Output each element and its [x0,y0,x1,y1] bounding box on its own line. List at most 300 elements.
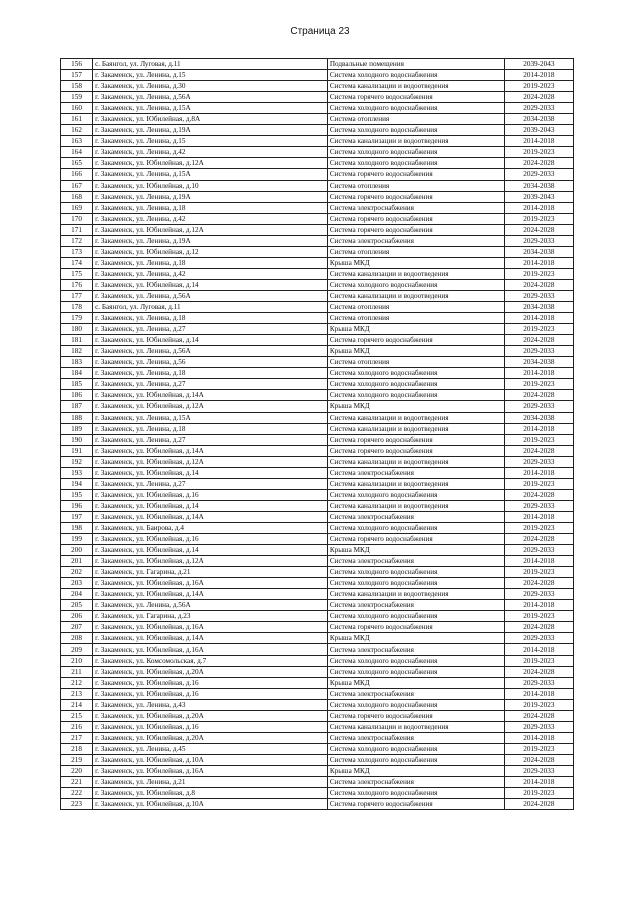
system-cell: Система горячего водоснабжения [327,710,504,721]
table-row [61,589,574,600]
table-row [61,556,574,567]
address-cell: г. Закаменск, ул. Ленина, д.15 [93,136,328,147]
row-number-cell: 196 [61,500,93,511]
system-cell: Система электроснабжения [327,511,504,522]
row-number-cell: 184 [61,368,93,379]
address-cell: г. Закаменск, ул. Юбилейная, д.12А [93,456,328,467]
row-number-cell: 164 [61,147,93,158]
period-cell: 2029-2033 [504,169,573,180]
row-number-cell: 177 [61,290,93,301]
row-number-cell: 218 [61,743,93,754]
row-number-cell: 163 [61,136,93,147]
address-cell: г. Закаменск, ул. Юбилейная, д.14 [93,545,328,556]
address-cell: г. Закаменск, ул. Ленина, д.56А [93,346,328,357]
table-row [61,754,574,765]
address-cell: г. Закаменск, ул. Гагарина, д.21 [93,567,328,578]
system-cell: Крыша МКД [327,677,504,688]
table-row [61,169,574,180]
period-cell: 2014-2018 [504,732,573,743]
row-number-cell: 180 [61,324,93,335]
address-cell: г. Закаменск, ул. Юбилейная, д.12 [93,246,328,257]
address-cell: г. Закаменск, ул. Ленина, д.42 [93,268,328,279]
period-cell: 2014-2018 [504,423,573,434]
period-cell: 2024-2028 [504,489,573,500]
period-cell: 2024-2028 [504,578,573,589]
system-cell: Система электроснабжения [327,235,504,246]
period-cell: 2014-2018 [504,368,573,379]
table-row [61,147,574,158]
row-number-cell: 200 [61,545,93,556]
system-cell: Система холодного водоснабжения [327,522,504,533]
row-number-cell: 188 [61,412,93,423]
system-cell: Система горячего водоснабжения [327,92,504,103]
system-cell: Система канализации и водоотведения [327,412,504,423]
system-cell: Система холодного водоснабжения [327,611,504,622]
row-number-cell: 187 [61,401,93,412]
address-cell: г. Закаменск, ул. Ленина, д.27 [93,324,328,335]
period-cell: 2024-2028 [504,224,573,235]
address-cell: г. Закаменск, ул. Ленина, д.18 [93,423,328,434]
address-cell: г. Закаменск, ул. Юбилейная, д.14А [93,445,328,456]
period-cell: 2024-2028 [504,335,573,346]
address-cell: г. Закаменск, ул. Юбилейная, д.8 [93,788,328,799]
address-cell: г. Закаменск, ул. Юбилейная, д.16А [93,644,328,655]
row-number-cell: 183 [61,357,93,368]
address-cell: г. Закаменск, ул. Юбилейная, д.20А [93,666,328,677]
address-cell: г. Закаменск, ул. Юбилейная, д.14 [93,335,328,346]
row-number-cell: 192 [61,456,93,467]
address-cell: г. Закаменск, ул. Ленина, д.15А [93,169,328,180]
address-cell: г. Закаменск, ул. Ленина, д.56А [93,92,328,103]
table-row [61,180,574,191]
system-cell: Система холодного водоснабжения [327,743,504,754]
table-row [61,522,574,533]
period-cell: 2024-2028 [504,710,573,721]
address-cell: г. Закаменск, ул. Юбилейная, д.16А [93,578,328,589]
period-cell: 2029-2033 [504,677,573,688]
system-cell: Система отопления [327,180,504,191]
period-cell: 2034-2038 [504,302,573,313]
table-row [61,279,574,290]
registry-table [60,58,574,810]
period-cell: 2029-2033 [504,103,573,114]
row-number-cell: 156 [61,59,93,70]
address-cell: г. Закаменск, ул. Юбилейная, д.16А [93,622,328,633]
address-cell: г. Закаменск, ул. Юбилейная, д.8А [93,114,328,125]
system-cell: Система горячего водоснабжения [327,169,504,180]
period-cell: 2034-2038 [504,357,573,368]
period-cell: 2019-2023 [504,788,573,799]
row-number-cell: 166 [61,169,93,180]
table-row [61,158,574,169]
table-row [61,92,574,103]
period-cell: 2029-2033 [504,500,573,511]
registry-table-body [61,59,574,810]
address-cell: г. Закаменск, ул. Юбилейная, д.12А [93,158,328,169]
system-cell: Система холодного водоснабжения [327,489,504,500]
system-cell: Система канализации и водоотведения [327,456,504,467]
period-cell: 2019-2023 [504,434,573,445]
system-cell: Система электроснабжения [327,467,504,478]
system-cell: Система холодного водоснабжения [327,655,504,666]
table-row [61,114,574,125]
address-cell: г. Закаменск, ул. Ленина, д.43 [93,699,328,710]
period-cell: 2024-2028 [504,92,573,103]
table-row [61,489,574,500]
row-number-cell: 178 [61,302,93,313]
table-row [61,445,574,456]
system-cell: Система холодного водоснабжения [327,379,504,390]
period-cell: 2019-2023 [504,81,573,92]
row-number-cell: 191 [61,445,93,456]
row-number-cell: 159 [61,92,93,103]
row-number-cell: 169 [61,202,93,213]
system-cell: Система холодного водоснабжения [327,158,504,169]
row-number-cell: 219 [61,754,93,765]
address-cell: г. Закаменск, ул. Ленина, д.19А [93,191,328,202]
table-row [61,401,574,412]
table-row [61,655,574,666]
address-cell: г. Закаменск, ул. Юбилейная, д.14 [93,467,328,478]
row-number-cell: 208 [61,633,93,644]
table-row [61,191,574,202]
period-cell: 2034-2038 [504,180,573,191]
system-cell: Система канализации и водоотведения [327,290,504,301]
address-cell: г. Закаменск, ул. Юбилейная, д.10 [93,180,328,191]
row-number-cell: 214 [61,699,93,710]
address-cell: г. Закаменск, ул. Юбилейная, д.14А [93,390,328,401]
period-cell: 2039-2043 [504,59,573,70]
period-cell: 2019-2023 [504,611,573,622]
system-cell: Система холодного водоснабжения [327,390,504,401]
period-cell: 2014-2018 [504,556,573,567]
system-cell: Крыша МКД [327,346,504,357]
address-cell: г. Закаменск, ул. Юбилейная, д.16 [93,688,328,699]
address-cell: г. Закаменск, ул. Ленина, д.56А [93,290,328,301]
system-cell: Крыша МКД [327,633,504,644]
system-cell: Система горячего водоснабжения [327,799,504,810]
row-number-cell: 207 [61,622,93,633]
row-number-cell: 202 [61,567,93,578]
row-number-cell: 221 [61,777,93,788]
address-cell: г. Закаменск, ул. Ленина, д.42 [93,147,328,158]
period-cell: 2014-2018 [504,313,573,324]
row-number-cell: 220 [61,766,93,777]
address-cell: г. Закаменск, ул. Юбилейная, д.16 [93,489,328,500]
system-cell: Система отопления [327,302,504,313]
period-cell: 2029-2033 [504,401,573,412]
period-cell: 2024-2028 [504,445,573,456]
table-row [61,246,574,257]
row-number-cell: 201 [61,556,93,567]
system-cell: Система отопления [327,246,504,257]
address-cell: г. Закаменск, ул. Юбилейная, д.16 [93,677,328,688]
row-number-cell: 162 [61,125,93,136]
row-number-cell: 170 [61,213,93,224]
page-title: Страница 23 [290,26,350,37]
period-cell: 2039-2043 [504,191,573,202]
system-cell: Крыша МКД [327,324,504,335]
period-cell: 2019-2023 [504,324,573,335]
table-row [61,766,574,777]
table-row [61,268,574,279]
table-row [61,213,574,224]
table-row [61,202,574,213]
system-cell: Система холодного водоснабжения [327,578,504,589]
table-row [61,777,574,788]
system-cell: Система холодного водоснабжения [327,147,504,158]
period-cell: 2014-2018 [504,644,573,655]
row-number-cell: 215 [61,710,93,721]
row-number-cell: 206 [61,611,93,622]
period-cell: 2014-2018 [504,511,573,522]
system-cell: Система горячего водоснабжения [327,622,504,633]
period-cell: 2014-2018 [504,467,573,478]
system-cell: Система электроснабжения [327,644,504,655]
period-cell: 2024-2028 [504,754,573,765]
row-number-cell: 199 [61,534,93,545]
row-number-cell: 161 [61,114,93,125]
address-cell: г. Закаменск, ул. Юбилейная, д.20А [93,710,328,721]
row-number-cell: 194 [61,478,93,489]
table-row [61,743,574,754]
row-number-cell: 203 [61,578,93,589]
row-number-cell: 186 [61,390,93,401]
row-number-cell: 190 [61,434,93,445]
address-cell: г. Закаменск, ул. Ленина, д.27 [93,379,328,390]
period-cell: 2029-2033 [504,766,573,777]
system-cell: Система канализации и водоотведения [327,721,504,732]
address-cell: г. Закаменск, ул. Ленина, д.42 [93,213,328,224]
period-cell: 2014-2018 [504,70,573,81]
row-number-cell: 182 [61,346,93,357]
table-row [61,81,574,92]
address-cell: г. Закаменск, ул. Ленина, д.15А [93,103,328,114]
table-row [61,788,574,799]
period-cell: 2024-2028 [504,799,573,810]
system-cell: Система горячего водоснабжения [327,224,504,235]
table-row [61,511,574,522]
row-number-cell: 158 [61,81,93,92]
table-row [61,710,574,721]
table-row [61,103,574,114]
period-cell: 2019-2023 [504,379,573,390]
address-cell: г. Закаменск, ул. Ленина, д.21 [93,777,328,788]
row-number-cell: 209 [61,644,93,655]
address-cell: г. Закаменск, ул. Юбилейная, д.14 [93,500,328,511]
address-cell: г. Закаменск, ул. Юбилейная, д.12А [93,401,328,412]
address-cell: г. Закаменск, ул. Ленина, д.18 [93,202,328,213]
table-row [61,346,574,357]
period-cell: 2024-2028 [504,279,573,290]
row-number-cell: 168 [61,191,93,202]
address-cell: с. Баянгол, ул. Луговая, д.11 [93,302,328,313]
table-row [61,390,574,401]
system-cell: Система электроснабжения [327,202,504,213]
address-cell: г. Закаменск, ул. Ленина, д.18 [93,313,328,324]
table-row [61,578,574,589]
row-number-cell: 193 [61,467,93,478]
row-number-cell: 176 [61,279,93,290]
row-number-cell: 197 [61,511,93,522]
row-number-cell: 216 [61,721,93,732]
table-row [61,732,574,743]
row-number-cell: 211 [61,666,93,677]
period-cell: 2029-2033 [504,235,573,246]
system-cell: Система отопления [327,357,504,368]
table-row [61,423,574,434]
address-cell: г. Закаменск, ул. Ленина, д.27 [93,478,328,489]
row-number-cell: 173 [61,246,93,257]
table-row [61,379,574,390]
row-number-cell: 195 [61,489,93,500]
address-cell: г. Закаменск, ул. Юбилейная, д.12А [93,556,328,567]
address-cell: г. Закаменск, ул. Гагарина, д.23 [93,611,328,622]
address-cell: г. Закаменск, ул. Ленина, д.18 [93,257,328,268]
period-cell: 2014-2018 [504,777,573,788]
table-row [61,567,574,578]
system-cell: Система холодного водоснабжения [327,788,504,799]
system-cell: Система электроснабжения [327,556,504,567]
system-cell: Система канализации и водоотведения [327,500,504,511]
system-cell: Система холодного водоснабжения [327,125,504,136]
address-cell: г. Закаменск, ул. Ленина, д.19А [93,235,328,246]
system-cell: Система горячего водоснабжения [327,191,504,202]
table-row [61,500,574,511]
row-number-cell: 222 [61,788,93,799]
system-cell: Система электроснабжения [327,600,504,611]
address-cell: г. Закаменск, ул. Ленина, д.19А [93,125,328,136]
row-number-cell: 205 [61,600,93,611]
table-row [61,611,574,622]
table-row [61,302,574,313]
period-cell: 2034-2038 [504,246,573,257]
address-cell: г. Закаменск, ул. Ленина, д.15 [93,70,328,81]
period-cell: 2029-2033 [504,346,573,357]
period-cell: 2014-2018 [504,202,573,213]
period-cell: 2029-2033 [504,721,573,732]
period-cell: 2019-2023 [504,522,573,533]
system-cell: Система горячего водоснабжения [327,534,504,545]
table-row [61,699,574,710]
period-cell: 2029-2033 [504,545,573,556]
period-cell: 2019-2023 [504,147,573,158]
period-cell: 2019-2023 [504,213,573,224]
address-cell: г. Закаменск, ул. Юбилейная, д.16 [93,721,328,732]
row-number-cell: 175 [61,268,93,279]
system-cell: Система холодного водоснабжения [327,279,504,290]
row-number-cell: 198 [61,522,93,533]
period-cell: 2014-2018 [504,136,573,147]
period-cell: 2024-2028 [504,622,573,633]
row-number-cell: 185 [61,379,93,390]
address-cell: г. Закаменск, ул. Юбилейная, д.14А [93,633,328,644]
system-cell: Подвальные помещения [327,59,504,70]
address-cell: г. Закаменск, ул. Ленина, д.30 [93,81,328,92]
table-row [61,70,574,81]
address-cell: г. Закаменск, ул. Юбилейная, д.12А [93,224,328,235]
address-cell: г. Закаменск, ул. Ленина, д.18 [93,368,328,379]
row-number-cell: 181 [61,335,93,346]
period-cell: 2034-2038 [504,412,573,423]
period-cell: 2039-2043 [504,125,573,136]
system-cell: Система горячего водоснабжения [327,213,504,224]
system-cell: Система холодного водоснабжения [327,103,504,114]
table-row [61,434,574,445]
address-cell: с. Баянгол, ул. Луговая, д.11 [93,59,328,70]
period-cell: 2024-2028 [504,534,573,545]
period-cell: 2019-2023 [504,655,573,666]
row-number-cell: 217 [61,732,93,743]
table-row [61,467,574,478]
system-cell: Система канализации и водоотведения [327,478,504,489]
address-cell: г. Закаменск, ул. Ленина, д.56А [93,600,328,611]
row-number-cell: 171 [61,224,93,235]
period-cell: 2029-2033 [504,456,573,467]
system-cell: Крыша МКД [327,766,504,777]
period-cell: 2019-2023 [504,743,573,754]
system-cell: Система отопления [327,313,504,324]
system-cell: Система канализации и водоотведения [327,423,504,434]
system-cell: Система канализации и водоотведения [327,81,504,92]
period-cell: 2014-2018 [504,688,573,699]
period-cell: 2034-2038 [504,114,573,125]
table-row [61,59,574,70]
period-cell: 2014-2018 [504,600,573,611]
table-row [61,644,574,655]
row-number-cell: 189 [61,423,93,434]
table-row [61,412,574,423]
table-row [61,335,574,346]
system-cell: Крыша МКД [327,257,504,268]
period-cell: 2019-2023 [504,478,573,489]
system-cell: Система холодного водоснабжения [327,368,504,379]
row-number-cell: 210 [61,655,93,666]
table-row [61,534,574,545]
table-row [61,633,574,644]
address-cell: г. Закаменск, ул. Юбилейная, д.20А [93,732,328,743]
table-row [61,357,574,368]
table-row [61,600,574,611]
row-number-cell: 212 [61,677,93,688]
system-cell: Система канализации и водоотведения [327,268,504,279]
table-row [61,721,574,732]
period-cell: 2029-2033 [504,589,573,600]
address-cell: г. Закаменск, ул. Юбилейная, д.10А [93,799,328,810]
address-cell: г. Закаменск, ул. Юбилейная, д.16 [93,534,328,545]
table-row [61,313,574,324]
system-cell: Система горячего водоснабжения [327,434,504,445]
row-number-cell: 213 [61,688,93,699]
table-row [61,677,574,688]
period-cell: 2029-2033 [504,633,573,644]
system-cell: Система холодного водоснабжения [327,70,504,81]
period-cell: 2019-2023 [504,567,573,578]
address-cell: г. Закаменск, ул. Юбилейная, д.10А [93,754,328,765]
period-cell: 2014-2018 [504,257,573,268]
system-cell: Крыша МКД [327,401,504,412]
table-row [61,478,574,489]
address-cell: г. Закаменск, ул. Ленина, д.27 [93,434,328,445]
row-number-cell: 174 [61,257,93,268]
period-cell: 2024-2028 [504,666,573,677]
row-number-cell: 179 [61,313,93,324]
period-cell: 2019-2023 [504,699,573,710]
table-row [61,257,574,268]
row-number-cell: 165 [61,158,93,169]
address-cell: г. Закаменск, ул. Юбилейная, д.14А [93,511,328,522]
address-cell: г. Закаменск, ул. Юбилейная, д.16А [93,766,328,777]
